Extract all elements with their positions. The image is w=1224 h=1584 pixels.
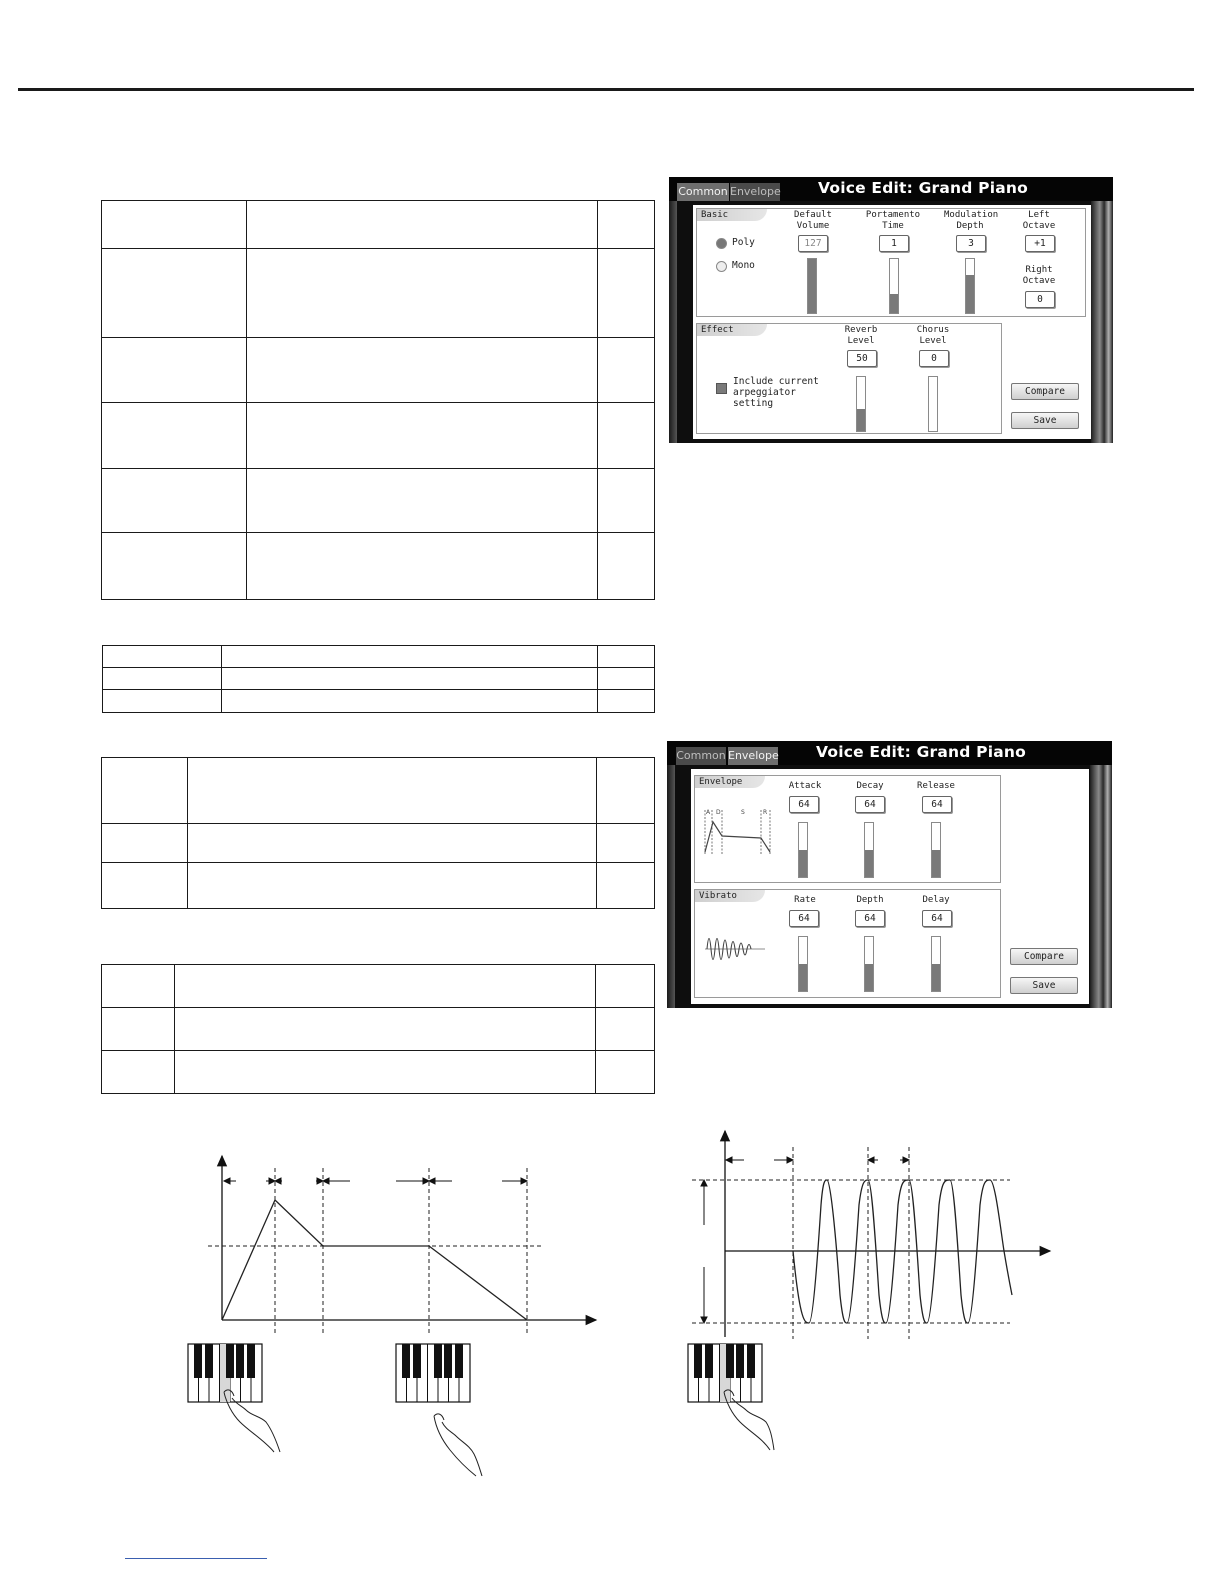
slider-fill xyxy=(966,275,974,313)
compare-button[interactable]: Compare xyxy=(1010,948,1078,965)
adsr-letter-a: A xyxy=(706,809,711,816)
slider-fill xyxy=(932,964,940,991)
portamento-time-label: Portamento Time xyxy=(865,210,921,231)
left-octave-label: Left Octave xyxy=(1022,210,1056,231)
save-button[interactable]: Save xyxy=(1011,412,1079,429)
table-row xyxy=(102,468,655,532)
modulation-depth-label: Modulation Depth xyxy=(944,210,999,231)
include-arpeggiator-label: Include current arpeggiator setting xyxy=(733,376,819,409)
include-arpeggiator-checkbox[interactable] xyxy=(716,383,727,394)
common-parameters-table xyxy=(101,200,655,600)
vibrato-diagram xyxy=(680,1125,1060,1465)
attack-slider[interactable] xyxy=(798,822,808,878)
release-slider[interactable] xyxy=(931,822,941,878)
attack-label: Attack xyxy=(788,781,822,791)
panel-edge xyxy=(1090,765,1112,1008)
rate-value[interactable]: 64 xyxy=(789,910,819,927)
delay-value[interactable]: 64 xyxy=(922,910,952,927)
right-octave-value[interactable]: 0 xyxy=(1025,291,1055,308)
vibrato-parameters-table xyxy=(101,964,655,1094)
group-label: Vibrato xyxy=(695,890,765,902)
release-value[interactable]: 64 xyxy=(922,796,952,813)
poly-label: Poly xyxy=(732,237,755,248)
screen-title: Voice Edit: Grand Piano xyxy=(818,179,1028,197)
compare-button[interactable]: Compare xyxy=(1011,383,1079,400)
content-panel xyxy=(693,205,1091,439)
chorus-level-label: Chorus Level xyxy=(916,325,950,346)
hand-icon xyxy=(434,1414,482,1476)
modulation-depth-slider[interactable] xyxy=(965,258,975,314)
effect-group xyxy=(696,323,1002,434)
decay-slider[interactable] xyxy=(864,822,874,878)
release-label: Release xyxy=(917,781,955,791)
depth-value[interactable]: 64 xyxy=(855,910,885,927)
table-row xyxy=(103,690,655,713)
adsr-letter-s: S xyxy=(741,809,745,816)
table-row xyxy=(102,824,655,863)
group-label: Effect xyxy=(697,324,767,336)
tab-common[interactable]: Common xyxy=(676,747,726,765)
reverb-level-value[interactable]: 50 xyxy=(847,350,877,367)
table-row xyxy=(102,965,655,1008)
reverb-level-slider[interactable] xyxy=(856,376,866,432)
tab-envelope[interactable]: Envelope xyxy=(728,747,778,765)
table-row xyxy=(103,668,655,690)
group-label: Envelope xyxy=(695,776,765,788)
table-row xyxy=(102,758,655,824)
envelope-group xyxy=(694,775,1001,883)
group-label: Basic xyxy=(697,209,767,221)
default-volume-label: Default Volume xyxy=(794,210,832,231)
voice-edit-common-screen xyxy=(669,177,1113,443)
content-panel xyxy=(691,769,1089,1004)
mono-label: Mono xyxy=(732,260,755,271)
header-rule xyxy=(18,88,1194,91)
table-row xyxy=(102,532,655,599)
tab-envelope[interactable]: Envelope xyxy=(730,183,780,201)
basic-group xyxy=(696,208,1086,317)
envelope-curve xyxy=(222,1200,527,1320)
chorus-level-slider[interactable] xyxy=(928,376,938,432)
depth-slider[interactable] xyxy=(864,936,874,992)
voice-edit-envelope-screen xyxy=(667,741,1112,1008)
delay-slider[interactable] xyxy=(931,936,941,992)
right-octave-label: Right Octave xyxy=(1022,265,1056,286)
decay-value[interactable]: 64 xyxy=(855,796,885,813)
save-button[interactable]: Save xyxy=(1010,977,1078,994)
adsr-letter-d: D xyxy=(716,809,721,816)
footer-link-underline xyxy=(125,1558,267,1559)
slider-fill xyxy=(932,850,940,877)
slider-fill xyxy=(865,964,873,991)
slider-fill xyxy=(799,850,807,877)
vibrato-wave-icon xyxy=(705,928,765,970)
rate-label: Rate xyxy=(794,895,816,905)
table-row xyxy=(103,646,655,668)
tab-common[interactable]: Common xyxy=(677,183,729,201)
chorus-level-value[interactable]: 0 xyxy=(919,350,949,367)
slider-fill xyxy=(890,294,898,313)
delay-label: Delay xyxy=(922,895,950,905)
slider-fill xyxy=(799,964,807,991)
table-row xyxy=(102,403,655,468)
keyboard-icon xyxy=(688,1344,762,1402)
left-octave-value[interactable]: +1 xyxy=(1025,235,1055,252)
envelope-parameters-table xyxy=(101,757,655,909)
panel-edge xyxy=(1091,201,1113,443)
panel-edge xyxy=(669,201,677,443)
reverb-level-label: Reverb Level xyxy=(844,325,878,346)
table-row xyxy=(102,863,655,909)
screen-title: Voice Edit: Grand Piano xyxy=(816,743,1026,761)
keyboard-icon xyxy=(396,1344,470,1402)
adsr-letter-r: R xyxy=(763,809,768,816)
slider-fill xyxy=(808,259,816,313)
table-row xyxy=(102,1051,655,1094)
adsr-envelope-icon xyxy=(703,808,773,856)
rate-slider[interactable] xyxy=(798,936,808,992)
decay-label: Decay xyxy=(856,781,884,791)
slider-fill xyxy=(857,409,865,431)
default-volume-slider[interactable] xyxy=(807,258,817,314)
table-row xyxy=(102,249,655,338)
slider-fill xyxy=(865,850,873,877)
adsr-diagram xyxy=(180,1140,610,1480)
modulation-depth-value[interactable]: 3 xyxy=(956,235,986,252)
panel-edge xyxy=(667,765,675,1008)
portamento-time-value[interactable]: 1 xyxy=(879,235,909,252)
mono-radio[interactable] xyxy=(716,261,727,272)
table-row xyxy=(102,338,655,403)
keyboard-icon xyxy=(188,1344,262,1402)
depth-label: Depth xyxy=(856,895,884,905)
portamento-time-slider[interactable] xyxy=(889,258,899,314)
attack-value[interactable]: 64 xyxy=(789,796,819,813)
table-row xyxy=(102,1008,655,1051)
table-row xyxy=(102,201,655,249)
effect-parameters-table xyxy=(102,645,655,713)
poly-radio[interactable] xyxy=(716,238,727,249)
default-volume-value[interactable]: 127 xyxy=(798,235,828,252)
vibrato-group xyxy=(694,889,1001,998)
